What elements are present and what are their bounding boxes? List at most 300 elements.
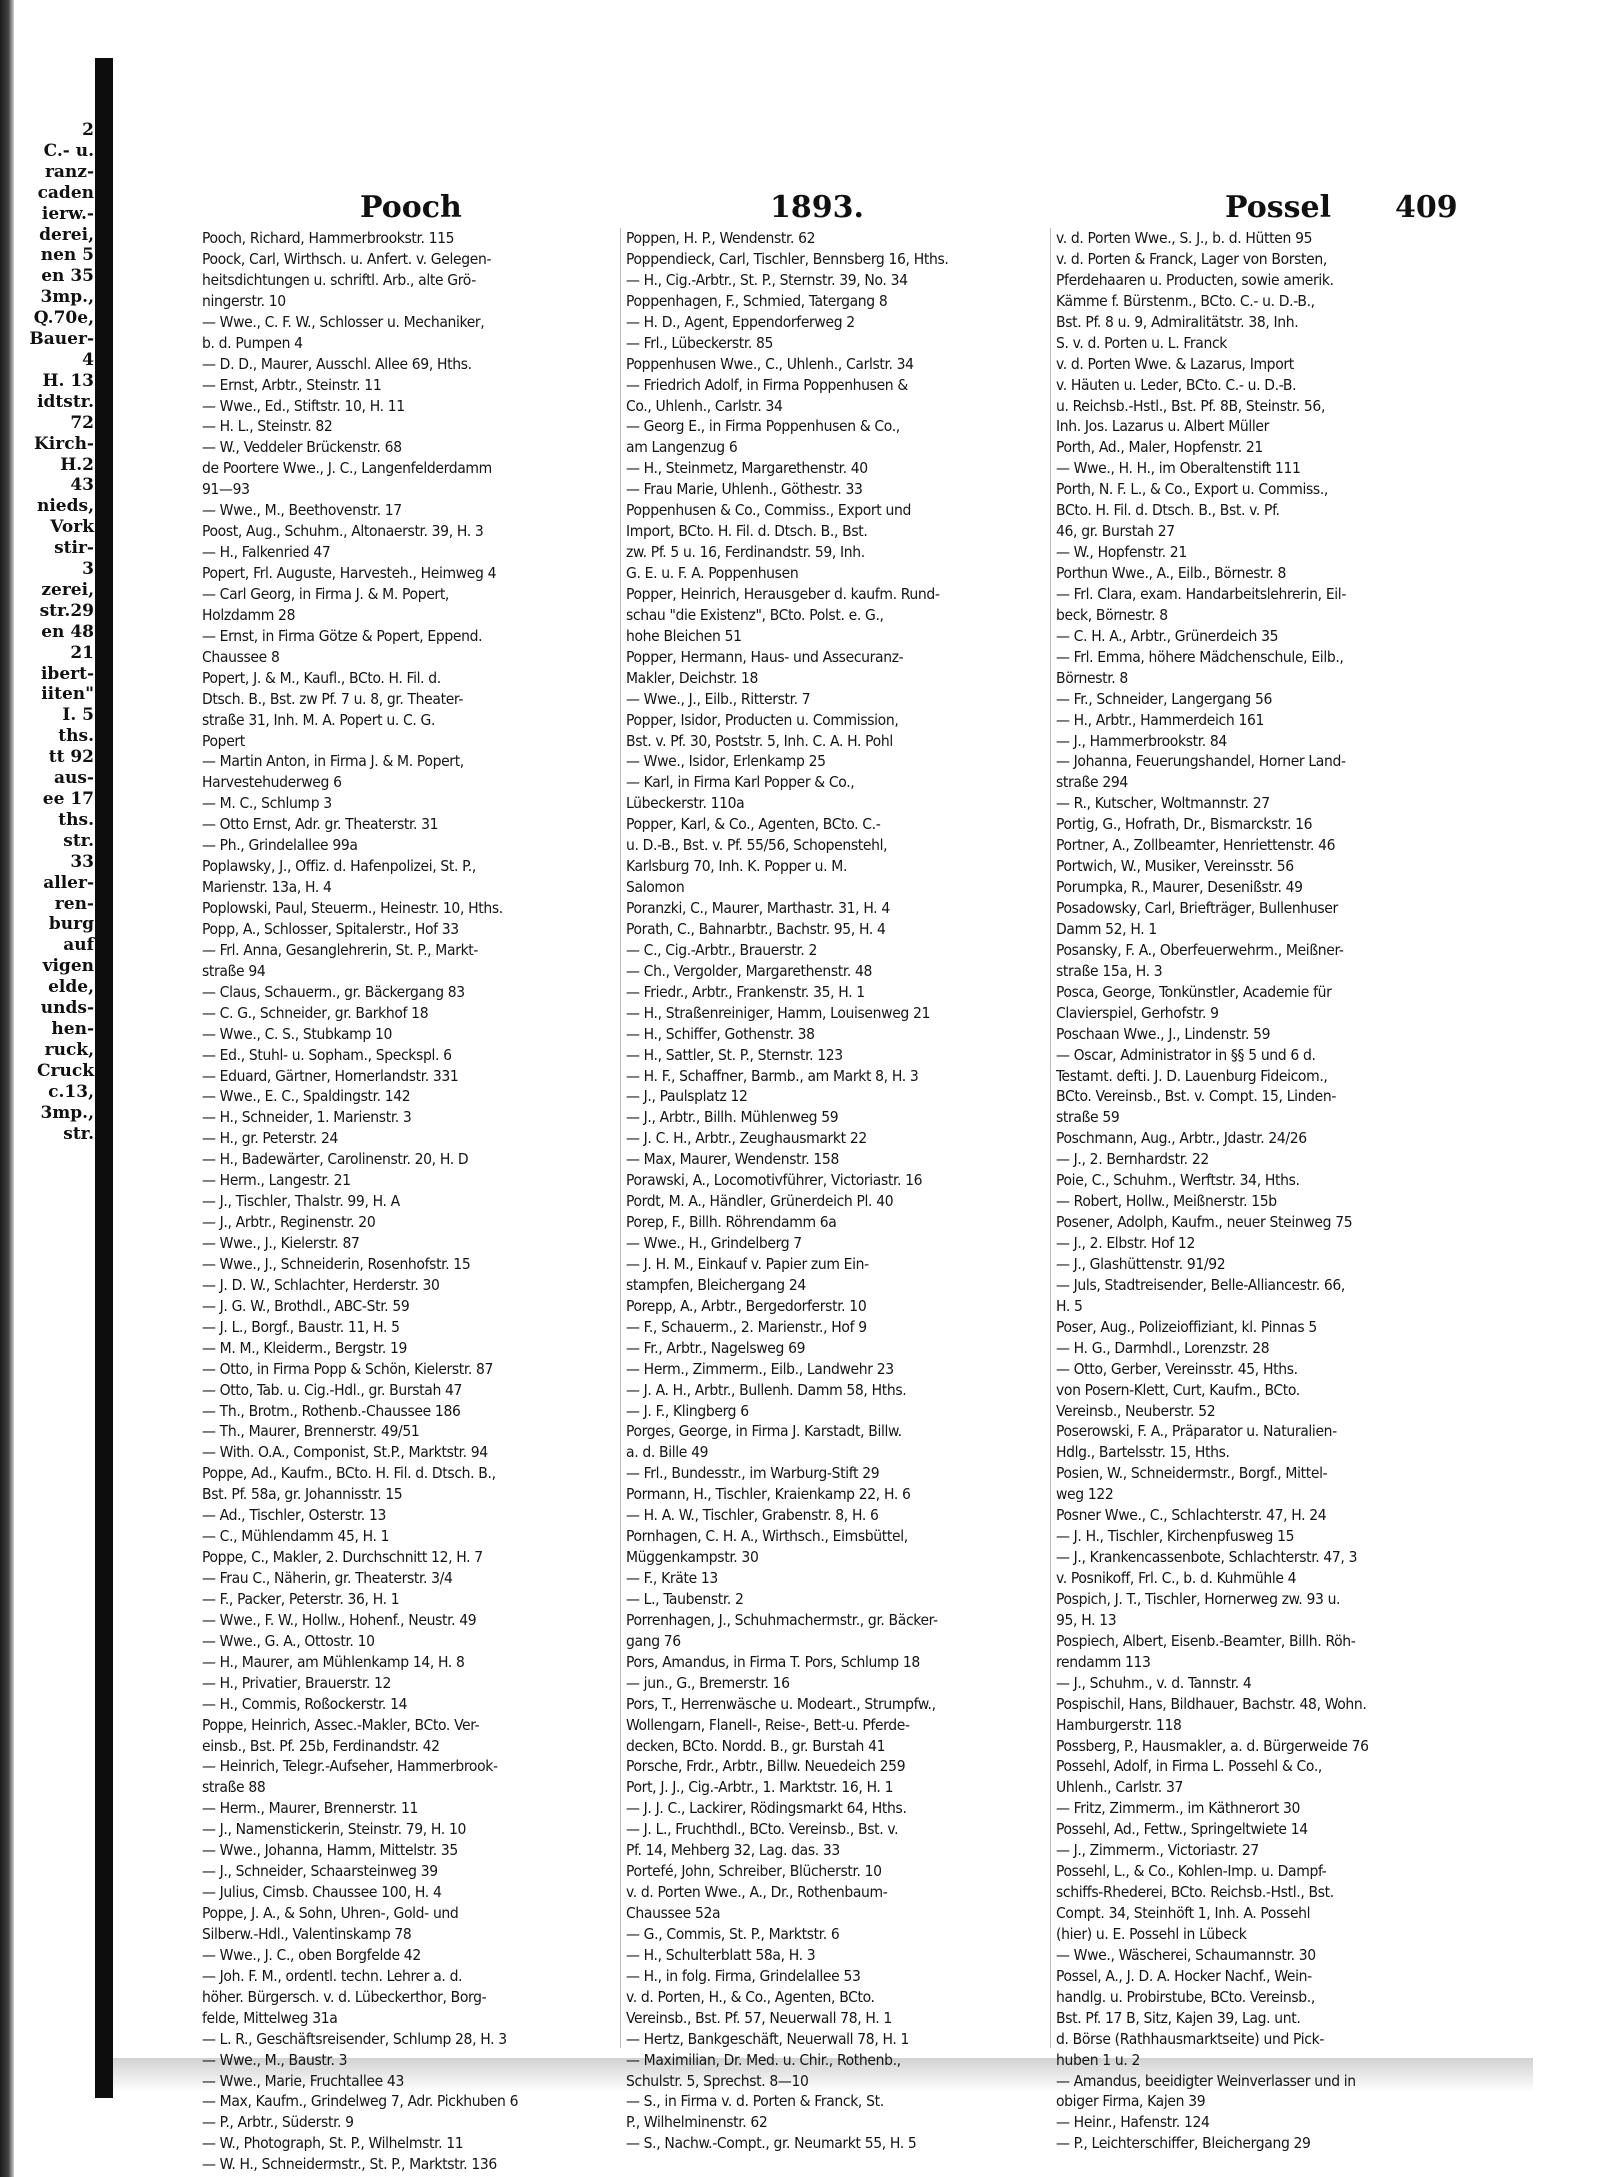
directory-column-1 — [202, 228, 617, 2174]
directory-entry-line: Poplowski, Paul, Steuerm., Heinestr. 10, Hths. — [202, 899, 503, 917]
directory-entry-line: — Frl., Bundesstr., im Warburg-Stift 29 — [626, 1464, 880, 1483]
fragment-line: ierw.- — [41, 203, 94, 224]
directory-entry-line: straße 294 — [1056, 773, 1128, 792]
fragment-line: Vork — [50, 517, 94, 538]
running-head-right: Possel — [1225, 190, 1332, 225]
directory-entry-line: Poppenhusen Wwe., C., Uhlenh., Carlstr. 34 — [626, 354, 914, 373]
directory-entry-line: Pormann, H., Tischler, Kraienkamp 22, H. 6 — [626, 1485, 911, 1504]
directory-entry-line: Poppe, Ad., Kaufm., BCto. H. Fil. d. Dtsch. B., — [202, 1464, 496, 1483]
directory-entry-line: v. d. Porten & Franck, Lager von Borsten, — [1056, 249, 1327, 268]
directory-entry-line: — Herm., Zimmerm., Eilb., Landwehr 23 — [626, 1359, 894, 1378]
directory-entry-line: — W. H., Schneidermstr., St. P., Marktstr. 136 — [202, 2155, 497, 2174]
directory-entry-line: Popert, J. & M., Kaufl., BCto. H. Fil. d. — [202, 668, 441, 687]
directory-entry-line: Pf. 14, Mehberg 32, Lag. das. 33 — [626, 1841, 840, 1860]
directory-entry-line: Popert — [202, 731, 245, 750]
directory-entry-line: — W., Photograph, St. P., Wilhelmstr. 11 — [202, 2134, 464, 2153]
directory-entry-line: — Fr., Schneider, Langergang 56 — [1056, 689, 1272, 708]
directory-entry-line: Pospich, J. T., Tischler, Hornerweg zw. 93 u. — [1056, 1589, 1341, 1608]
directory-entry-line: Porsche, Frdr., Arbtr., Billw. Neuedeich 259 — [626, 1757, 906, 1776]
directory-entry-line: — Otto Ernst, Adr. gr. Theaterstr. 31 — [202, 815, 439, 834]
directory-entry-line: Porath, C., Bahnarbtr., Bachstr. 95, H. 4 — [626, 919, 886, 938]
directory-entry-line: — Wwe., E. C., Spaldingstr. 142 — [202, 1087, 411, 1106]
directory-entry-line: Silberw.-Hdl., Valentinskamp 78 — [202, 1924, 412, 1943]
directory-entry-line: — F., Kräte 13 — [626, 1569, 718, 1587]
directory-entry-line: Porepp, A., Arbtr., Bergedorferstr. 10 — [626, 1296, 867, 1315]
directory-entry-line: Popp, A., Schlosser, Spitalerstr., Hof 33 — [202, 919, 459, 938]
directory-entry-line: — Wwe., J., Eilb., Ritterstr. 7 — [626, 689, 811, 708]
fragment-line: auf — [63, 935, 94, 956]
directory-entry-line: Poppenhagen, F., Schmied, Tatergang 8 — [626, 291, 888, 310]
fragment-line: ths. — [58, 726, 94, 747]
directory-entry-line: — J. L., Borgf., Baustr. 11, H. 5 — [202, 1317, 400, 1336]
directory-entry-line: Possberg, P., Hausmakler, a. d. Bürgerweide 76 — [1056, 1736, 1369, 1755]
directory-entry-line: Porth, N. F. L., & Co., Export u. Commiss., — [1056, 480, 1328, 499]
directory-entry-line: Posien, W., Schneidermstr., Borgf., Mittel- — [1056, 1464, 1328, 1483]
fragment-line: 3mp., — [40, 1102, 94, 1123]
directory-entry-line: — Ernst, in Firma Götze & Popert, Eppend. — [202, 626, 483, 645]
directory-entry-line: — S., in Firma v. d. Porten & Franck, St. — [626, 2092, 884, 2111]
directory-entry-line: Poie, C., Schuhm., Werftstr. 34, Hths. — [1056, 1171, 1300, 1190]
directory-entry-line: Import, BCto. H. Fil. d. Dtsch. B., Bst. — [626, 522, 868, 541]
directory-entry-line: Posadowsky, Carl, Briefträger, Bullenhuser — [1056, 899, 1338, 917]
directory-entry-line: Porawski, A., Locomotivführer, Victoriastr. 16 — [626, 1171, 923, 1190]
directory-entry-line: — H., Privatier, Brauerstr. 12 — [202, 1673, 392, 1692]
directory-entry-line: — H., gr. Peterstr. 24 — [202, 1129, 339, 1148]
directory-entry-line: Possehl, Ad., Fettw., Springeltwiete 14 — [1056, 1820, 1308, 1839]
directory-entry-line: Bst. v. Pf. 30, Poststr. 5, Inh. C. A. H. Pohl — [626, 731, 893, 750]
directory-entry-line: am Langenzug 6 — [626, 438, 738, 457]
directory-entry-line: v. d. Porten Wwe., S. J., b. d. Hütten 95 — [1056, 229, 1313, 247]
directory-entry-line: — C. H. A., Arbtr., Grünerdeich 35 — [1056, 626, 1279, 645]
directory-entry-line: 95, H. 13 — [1056, 1610, 1117, 1629]
directory-entry-line: — Th., Maurer, Brennerstr. 49/51 — [202, 1422, 420, 1441]
directory-entry-line: — Wwe., Marie, Fruchtallee 43 — [202, 2071, 404, 2090]
directory-entry-line: — J., Tischler, Thalstr. 99, H. A — [202, 1192, 400, 1211]
directory-entry-line: — L. R., Geschäftsreisender, Schlump 28, H. 3 — [202, 2029, 507, 2048]
directory-entry-line: Porth, Ad., Maler, Hopfenstr. 21 — [1056, 438, 1263, 457]
fragment-line: H.2 — [60, 454, 94, 475]
directory-entry-line: — Fritz, Zimmerm., im Käthnerort 30 — [1056, 1799, 1301, 1818]
directory-entry-line: — J., Namenstickerin, Steinstr. 79, H. 10 — [202, 1820, 466, 1839]
directory-entry-line: de Poortere Wwe., J. C., Langenfelderdamm — [202, 459, 492, 478]
directory-entry-line: Poser, Aug., Polizeioffiziant, kl. Pinnas 5 — [1056, 1317, 1317, 1336]
directory-entry-line: felde, Mittelweg 31a — [202, 2008, 338, 2027]
fragment-line: nieds, — [36, 496, 94, 517]
directory-entry-line: v. d. Porten Wwe., A., Dr., Rothenbaum- — [626, 1883, 888, 1902]
directory-entry-line: — Herm., Maurer, Brennerstr. 11 — [202, 1799, 419, 1818]
column-divider — [620, 228, 621, 2048]
directory-entry-line: — H., Badewärter, Carolinenstr. 20, H. D — [202, 1150, 469, 1169]
directory-entry-line: stampfen, Bleichergang 24 — [626, 1275, 806, 1294]
fragment-line: zerei, — [41, 579, 94, 600]
directory-entry-line: — H. F., Schaffner, Barmb., am Markt 8, H. 3 — [626, 1066, 919, 1085]
fragment-line: ren- — [54, 893, 94, 914]
directory-entry-line: — Ed., Stuhl- u. Sopham., Speckspl. 6 — [202, 1045, 452, 1064]
directory-entry-line: — Robert, Hollw., Meißnerstr. 15b — [1056, 1192, 1277, 1211]
directory-entry-line: — Friedr., Arbtr., Frankenstr. 35, H. 1 — [626, 982, 865, 1001]
directory-entry-line: — With. O.A., Componist, St.P., Marktstr. 94 — [202, 1443, 488, 1462]
directory-entry-line: — Wwe., H. H., im Oberaltenstift 111 — [1056, 459, 1301, 478]
directory-entry-line: Portefé, John, Schreiber, Blücherstr. 10 — [626, 1862, 882, 1881]
directory-entry-line: Makler, Deichstr. 18 — [626, 668, 759, 687]
directory-entry-line: — H. D., Agent, Eppendorferweg 2 — [626, 312, 855, 331]
directory-entry-line: u. Reichsb.-Hstl., Bst. Pf. 8B, Steinstr. 56, — [1056, 396, 1326, 415]
directory-entry-line: — C., Cig.-Arbtr., Brauerstr. 2 — [626, 940, 818, 959]
directory-entry-line: Damm 52, H. 1 — [1056, 919, 1157, 938]
directory-entry-line: v. d. Porten Wwe. & Lazarus, Import — [1056, 354, 1294, 373]
directory-entry-line: Porrenhagen, J., Schuhmachermstr., gr. Bäcker- — [626, 1610, 938, 1629]
directory-entry-line: — H., Cig.-Arbtr., St. P., Sternstr. 39, No. 34 — [626, 270, 908, 289]
directory-entry-line: Poserowski, F. A., Präparator u. Naturalien- — [1056, 1422, 1337, 1441]
directory-entry-line: Poost, Aug., Schuhm., Altonaerstr. 39, H. 3 — [202, 522, 484, 541]
directory-entry-line: Bst. Pf. 17 B, Sitz, Kajen 39, Lag. unt. — [1056, 2008, 1301, 2027]
directory-entry-line: Vereinsb., Bst. Pf. 57, Neuerwall 78, H. 1 — [626, 2008, 892, 2027]
fragment-line: 3mp., — [40, 287, 94, 308]
directory-entry-line: — Otto, Gerber, Vereinsstr. 45, Hths. — [1056, 1359, 1298, 1378]
directory-entry-line: Müggenkampstr. 30 — [626, 1548, 759, 1567]
directory-entry-line: Popper, Heinrich, Herausgeber d. kaufm. Rund- — [626, 584, 940, 603]
directory-entry-line: — R., Kutscher, Woltmannstr. 27 — [1056, 794, 1270, 813]
directory-entry-line: Testamt. defti. J. D. Lauenburg Fideicom., — [1056, 1066, 1328, 1085]
directory-entry-line: Pors, T., Herrenwäsche u. Modeart., Strumpfw., — [626, 1694, 936, 1713]
page-number: 409 — [1395, 190, 1458, 225]
directory-entry-line: Portner, A., Zollbeamter, Henriettenstr. 46 — [1056, 836, 1336, 855]
directory-entry-line: Posener, Adolph, Kaufm., neuer Steinweg 75 — [1056, 1213, 1353, 1232]
directory-entry-line: Porep, F., Billh. Röhrendamm 6a — [626, 1213, 837, 1232]
directory-entry-line: hohe Bleichen 51 — [626, 626, 742, 645]
fragment-line: ranz- — [44, 161, 94, 182]
fragment-line: idtstr. — [37, 391, 94, 412]
running-head-year: 1893. — [770, 190, 864, 225]
directory-entry-line: — J. J. C., Lackirer, Rödingsmarkt 64, Hths. — [626, 1799, 907, 1818]
directory-entry-line: — J. L., Fruchthdl., BCto. Vereinsb., Bst. v. — [626, 1820, 899, 1839]
directory-entry-line: — J., Schuhm., v. d. Tannstr. 4 — [1056, 1673, 1252, 1692]
directory-entry-line: Poranzki, C., Maurer, Marthastr. 31, H. 4 — [626, 899, 890, 917]
directory-entry-line: — F., Packer, Peterstr. 36, H. 1 — [202, 1589, 400, 1608]
directory-entry-line: — Th., Brotm., Rothenb.-Chaussee 186 — [202, 1401, 461, 1420]
directory-entry-line: von Posern-Klett, Curt, Kaufm., BCto. — [1056, 1380, 1300, 1399]
directory-entry-line: — Friedrich Adolf, in Firma Poppenhusen & — [626, 375, 908, 394]
directory-entry-line: — H. A. W., Tischler, Grabenstr. 8, H. 6 — [626, 1506, 879, 1525]
directory-entry-line: — Hertz, Bankgeschäft, Neuerwall 78, H. 1 — [626, 2029, 910, 2048]
directory-entry-line: b. d. Pumpen 4 — [202, 333, 303, 352]
directory-entry-line: Poppe, C., Makler, 2. Durchschnitt 12, H. 7 — [202, 1548, 483, 1567]
directory-entry-line: d. Börse (Rathhausmarktseite) und Pick- — [1056, 2029, 1325, 2048]
fragment-line: str. — [63, 1123, 94, 1144]
directory-entry-line: — H., Sattler, St. P., Sternstr. 123 — [626, 1045, 843, 1064]
fragment-line: ths. — [58, 809, 94, 830]
directory-entry-line: Kämme f. Bürstenm., BCto. C.- u. D.-B., — [1056, 291, 1315, 310]
directory-entry-line: Portig, G., Hofrath, Dr., Bismarckstr. 16 — [1056, 815, 1313, 834]
directory-entry-line: — Claus, Schauerm., gr. Bäckergang 83 — [202, 982, 465, 1001]
fragment-line: 72 — [70, 412, 94, 433]
directory-entry-line: — W., Veddeler Brückenstr. 68 — [202, 438, 402, 457]
directory-entry-line: Hamburgerstr. 118 — [1056, 1715, 1182, 1734]
directory-entry-line: schiffs-Rhederei, BCto. Reichsb.-Hstl., Bst. — [1056, 1883, 1334, 1902]
left-page-fragment — [14, 120, 94, 2050]
directory-entry-line: Compt. 34, Steinhöft 1, Inh. A. Possehl — [1056, 1904, 1311, 1922]
directory-entry-line: H. 5 — [1056, 1296, 1083, 1315]
directory-entry-line: — Frl. Emma, höhere Mädchenschule, Eilb., — [1056, 647, 1344, 666]
directory-entry-line: — Oscar, Administrator in §§ 5 und 6 d. — [1056, 1045, 1316, 1064]
directory-entry-line: Poschmann, Aug., Arbtr., Jdastr. 24/26 — [1056, 1129, 1307, 1148]
fragment-line: derei, — [39, 224, 94, 245]
fragment-line: elde, — [48, 977, 94, 998]
fragment-line: en 48 — [41, 621, 94, 642]
directory-entry-line: — M. C., Schlump 3 — [202, 794, 332, 813]
directory-entry-line: — J., Krankencassenbote, Schlachterstr. 47, 3 — [1056, 1548, 1358, 1567]
directory-entry-line: Vereinsb., Neuberstr. 52 — [1056, 1401, 1216, 1420]
directory-entry-line: — J., Paulsplatz 12 — [626, 1087, 748, 1106]
directory-entry-line: — Eduard, Gärtner, Hornerlandstr. 331 — [202, 1066, 459, 1085]
directory-entry-line: — Ernst, Arbtr., Steinstr. 11 — [202, 375, 382, 394]
directory-entry-line: Pornhagen, C. H. A., Wirthsch., Eimsbüttel, — [626, 1527, 908, 1546]
directory-entry-line: Chaussee 8 — [202, 647, 280, 666]
directory-entry-line: Porges, George, in Firma J. Karstadt, Billw. — [626, 1422, 902, 1441]
directory-entry-line: a. d. Bille 49 — [626, 1443, 709, 1462]
directory-entry-line: Posca, George, Tonkünstler, Academie für — [1056, 982, 1332, 1001]
directory-entry-line: — Wwe., Isidor, Erlenkamp 25 — [626, 752, 826, 771]
directory-entry-line: Harvestehuderweg 6 — [202, 773, 342, 792]
directory-entry-line: — H., Arbtr., Hammerdeich 161 — [1056, 710, 1265, 729]
fragment-line: vigen — [42, 956, 94, 977]
directory-entry-line: Poppenhusen & Co., Commiss., Export und — [626, 501, 911, 520]
directory-entry-line: Lübeckerstr. 110a — [626, 794, 745, 813]
directory-entry-line: — G., Commis, St. P., Marktstr. 6 — [626, 1924, 840, 1943]
scan-edge — [0, 0, 14, 2177]
fragment-line: en 35 — [41, 266, 94, 287]
fragment-line: Cruck — [37, 1060, 94, 1081]
directory-entry-line: — J., Glashüttenstr. 91/92 — [1056, 1254, 1226, 1273]
directory-entry-line: Posansky, F. A., Oberfeuerwehrm., Meißner- — [1056, 940, 1344, 959]
directory-entry-line: — Ph., Grindelallee 99a — [202, 836, 358, 855]
directory-entry-line: — J. H., Tischler, Kirchenpfusweg 15 — [1056, 1527, 1295, 1546]
directory-entry-line: straße 88 — [202, 1778, 266, 1797]
directory-entry-line: — H., Falkenried 47 — [202, 543, 331, 562]
directory-entry-line: (hier) u. E. Possehl in Lübeck — [1056, 1924, 1247, 1943]
directory-entry-line: Uhlenh., Carlstr. 37 — [1056, 1778, 1183, 1797]
directory-entry-line: ningerstr. 10 — [202, 291, 286, 310]
directory-entry-line: v. Häuten u. Leder, BCto. C.- u. D.-B. — [1056, 375, 1297, 394]
fragment-line: ibert- — [40, 663, 94, 684]
directory-page — [190, 190, 1490, 2174]
fragment-line: 33 — [70, 851, 94, 872]
directory-entry-line: — H., Straßenreiniger, Hamm, Louisenweg 21 — [626, 1003, 931, 1022]
directory-entry-line: straße 15a, H. 3 — [1056, 961, 1163, 980]
directory-entry-line: Popper, Karl, & Co., Agenten, BCto. C.- — [626, 815, 881, 834]
fragment-line: nen 5 — [40, 245, 94, 266]
fragment-line: str. — [63, 830, 94, 851]
directory-entry-line: Poock, Carl, Wirthsch. u. Anfert. v. Gelegen- — [202, 249, 492, 268]
directory-entry-line: Poschaan Wwe., J., Lindenstr. 59 — [1056, 1024, 1271, 1043]
directory-entry-line: — P., Leichterschiffer, Bleichergang 29 — [1056, 2134, 1311, 2153]
directory-entry-line: Inh. Jos. Lazarus u. Albert Müller — [1056, 417, 1270, 436]
directory-entry-line: Pospiech, Albert, Eisenb.-Beamter, Billh. Röh- — [1056, 1631, 1356, 1650]
directory-entry-line: — J., Arbtr., Billh. Mühlenweg 59 — [626, 1108, 839, 1127]
fragment-line: H. 13 — [42, 370, 94, 391]
directory-entry-line: — C. G., Schneider, gr. Barkhof 18 — [202, 1003, 429, 1022]
directory-entry-line: — Otto, in Firma Popp & Schön, Kielerstr. 87 — [202, 1359, 494, 1378]
directory-entry-line: — Carl Georg, in Firma J. & M. Popert, — [202, 584, 450, 603]
directory-entry-line: P., Wilhelminenstr. 62 — [626, 2113, 768, 2132]
directory-entry-line: G. E. u. F. A. Poppenhusen — [626, 564, 799, 582]
directory-entry-line: decken, BCto. Nordd. B., gr. Burstah 41 — [626, 1736, 886, 1755]
fragment-line: 4 — [82, 349, 94, 370]
directory-entry-line: Bst. Pf. 58a, gr. Johannisstr. 15 — [202, 1485, 403, 1504]
directory-entry-line: Pors, Amandus, in Firma T. Pors, Schlump 18 — [626, 1652, 920, 1671]
directory-entry-line: Wollengarn, Flanell-, Reise-, Bett-u. Pferde- — [626, 1715, 910, 1734]
directory-entry-line: — H. L., Steinstr. 82 — [202, 417, 333, 436]
directory-entry-line: Marienstr. 13a, H. 4 — [202, 878, 332, 897]
directory-entry-line: Port, J. J., Cig.-Arbtr., 1. Marktstr. 16, H. 1 — [626, 1778, 894, 1797]
fragment-line: aus- — [53, 768, 94, 789]
directory-entry-line: — Ch., Vergolder, Margarethenstr. 48 — [626, 961, 873, 980]
directory-entry-line: — Joh. F. M., ordentl. techn. Lehrer a. d. — [202, 1966, 463, 1985]
directory-entry-line: — H., Steinmetz, Margarethenstr. 40 — [626, 459, 868, 478]
directory-entry-line: weg 122 — [1056, 1485, 1114, 1504]
directory-entry-line: — Martin Anton, in Firma J. & M. Popert, — [202, 752, 464, 771]
directory-entry-line: Possehl, L., & Co., Kohlen-Imp. u. Dampf- — [1056, 1862, 1327, 1881]
directory-entry-line: Popper, Hermann, Haus- und Assecuranz- — [626, 647, 904, 666]
directory-entry-line: — Max, Maurer, Wendenstr. 158 — [626, 1150, 839, 1169]
directory-entry-line: Poppendieck, Carl, Tischler, Bennsberg 16, Hths. — [626, 249, 949, 268]
directory-entry-line: Bst. Pf. 8 u. 9, Admiralitätstr. 38, Inh. — [1056, 312, 1299, 331]
directory-entry-line: BCto. H. Fil. d. Dtsch. B., Bst. v. Pf. — [1056, 501, 1280, 520]
directory-entry-line: — Frl. Clara, exam. Handarbeitslehrerin, Eil- — [1056, 584, 1347, 603]
directory-column-3 — [1056, 228, 1481, 2153]
directory-entry-line: — J., Hammerbrookstr. 84 — [1056, 731, 1227, 750]
directory-entry-line: — F., Schauerm., 2. Marienstr., Hof 9 — [626, 1317, 867, 1336]
directory-entry-line: — Fr., Arbtr., Nagelsweg 69 — [626, 1338, 806, 1357]
directory-entry-line: Pordt, M. A., Händler, Grünerdeich Pl. 40 — [626, 1192, 894, 1211]
directory-column-2 — [626, 228, 1044, 2153]
fragment-line: 43 — [70, 475, 94, 496]
fragment-line: 2 — [82, 120, 94, 140]
directory-entry-line: — H., Schneider, 1. Marienstr. 3 — [202, 1108, 412, 1127]
directory-entry-line: Holzdamm 28 — [202, 605, 296, 624]
directory-entry-line: — M. M., Kleiderm., Bergstr. 19 — [202, 1338, 408, 1357]
directory-entry-line: schau "die Existenz", BCto. Polst. e. G., — [626, 605, 884, 624]
fragment-line: tt 92 — [48, 747, 94, 768]
directory-entry-line: — Wwe., C. S., Stubkamp 10 — [202, 1024, 393, 1043]
directory-entry-line: — Georg E., in Firma Poppenhusen & Co., — [626, 417, 900, 436]
directory-entry-line: — J., 2. Elbstr. Hof 12 — [1056, 1234, 1195, 1252]
fragment-line: 21 — [70, 642, 94, 663]
directory-entry-line: Chaussee 52a — [626, 1904, 721, 1922]
directory-entry-line: — Amandus, beeidigter Weinverlasser und in — [1056, 2071, 1356, 2090]
directory-entry-line: straße 31, Inh. M. A. Popert u. C. G. — [202, 710, 436, 729]
fragment-line: iiten" — [41, 684, 94, 705]
directory-entry-line: u. D.-B., Bst. v. Pf. 55/56, Schopenstehl, — [626, 836, 888, 855]
book-binding — [95, 58, 113, 2098]
directory-entry-line: Co., Uhlenh., Carlstr. 34 — [626, 396, 783, 415]
directory-entry-line: — J., Arbtr., Reginenstr. 20 — [202, 1213, 376, 1232]
directory-entry-line: — J. C. H., Arbtr., Zeughausmarkt 22 — [626, 1129, 867, 1148]
directory-entry-line: Poppe, Heinrich, Assec.-Makler, BCto. Ver- — [202, 1715, 480, 1734]
column-divider — [1050, 228, 1051, 2048]
directory-entry-line: — Wwe., F. W., Hollw., Hohenf., Neustr. 49 — [202, 1610, 477, 1629]
directory-entry-line: — Wwe., M., Beethovenstr. 17 — [202, 501, 402, 520]
directory-entry-line: — Frau Marie, Uhlenh., Göthestr. 33 — [626, 480, 863, 499]
directory-entry-line: — H., Schulterblatt 58a, H. 3 — [626, 1945, 816, 1964]
fragment-line: 3 — [82, 559, 94, 580]
directory-entry-line: — jun., G., Bremerstr. 16 — [626, 1673, 790, 1692]
directory-entry-line: Porumpka, R., Maurer, Desenißstr. 49 — [1056, 878, 1303, 897]
directory-entry-line: — Heinrich, Telegr.-Aufseher, Hammerbrook- — [202, 1757, 498, 1776]
fragment-line: hen- — [51, 1018, 94, 1039]
fragment-line: Kirch- — [34, 433, 94, 454]
directory-entry-line: — J., Zimmerm., Victoriastr. 27 — [1056, 1841, 1259, 1860]
directory-entry-line: — Juls, Stadtreisender, Belle-Alliancestr. 66, — [1056, 1275, 1345, 1294]
fragment-line: I. 5 — [62, 705, 94, 726]
directory-entry-line: Poppen, H. P., Wendenstr. 62 — [626, 229, 816, 247]
directory-entry-line: — Herm., Langestr. 21 — [202, 1171, 351, 1190]
directory-entry-line: — J., 2. Bernhardstr. 22 — [1056, 1150, 1209, 1169]
directory-entry-line: Popper, Isidor, Producten u. Commission, — [626, 710, 899, 729]
directory-entry-line: — Wwe., J., Kielerstr. 87 — [202, 1234, 360, 1252]
directory-entry-line: gang 76 — [626, 1631, 681, 1650]
directory-entry-line: handlg. u. Probirstube, BCto. Vereinsb., — [1056, 1987, 1315, 2006]
fragment-line: Q.70e, — [33, 308, 94, 329]
fragment-line: C.- u. — [43, 140, 94, 161]
directory-entry-line: — Otto, Tab. u. Cig.-Hdl., gr. Burstah 47 — [202, 1380, 463, 1399]
directory-entry-line: zw. Pf. 5 u. 16, Ferdinandstr. 59, Inh. — [626, 543, 865, 562]
directory-entry-line: Possehl, Adolf, in Firma L. Possehl & Co., — [1056, 1757, 1322, 1776]
directory-entry-line: Pferdehaaren u. Producten, sowie amerik. — [1056, 270, 1334, 289]
directory-entry-line: obiger Firma, Kajen 39 — [1056, 2092, 1206, 2111]
fragment-line: ruck, — [44, 1039, 94, 1060]
directory-entry-line: Possel, A., J. D. A. Hocker Nachf., Wein- — [1056, 1966, 1312, 1985]
directory-entry-line: Clavierspiel, Gerhofstr. 9 — [1056, 1003, 1219, 1022]
directory-entry-line: — J. H. M., Einkauf v. Papier zum Ein- — [626, 1254, 869, 1273]
directory-entry-line: Hdlg., Bartelsstr. 15, Hths. — [1056, 1443, 1230, 1462]
directory-entry-line: Schulstr. 5, Sprechst. 8—10 — [626, 2071, 809, 2090]
directory-entry-line: Posner Wwe., C., Schlachterstr. 47, H. 24 — [1056, 1506, 1327, 1525]
directory-entry-line: — Wwe., Ed., Stiftstr. 10, H. 11 — [202, 396, 405, 415]
directory-entry-line: Karlsburg 70, Inh. K. Popper u. M. — [626, 857, 848, 876]
fragment-line: burg — [48, 914, 94, 935]
directory-entry-line: — Wwe., G. A., Ottostr. 10 — [202, 1631, 375, 1650]
directory-entry-line: — Wwe., Wäscherei, Schaumannstr. 30 — [1056, 1945, 1316, 1964]
directory-entry-line: Pooch, Richard, Hammerbrookstr. 115 — [202, 229, 455, 247]
directory-entry-line: — J. F., Klingberg 6 — [626, 1401, 749, 1420]
directory-entry-line: — S., Nachw.-Compt., gr. Neumarkt 55, H. 5 — [626, 2134, 917, 2153]
fragment-line: ee 17 — [42, 789, 94, 809]
directory-entry-line: straße 94 — [202, 961, 266, 980]
directory-entry-line: — J. D. W., Schlachter, Herderstr. 30 — [202, 1275, 440, 1294]
directory-entry-line: beck, Börnestr. 8 — [1056, 605, 1168, 624]
directory-entry-line: — Julius, Cimsb. Chaussee 100, H. 4 — [202, 1883, 442, 1902]
directory-entry-line: Poppe, J. A., & Sohn, Uhren-, Gold- und — [202, 1904, 459, 1922]
directory-entry-line: — P., Arbtr., Süderstr. 9 — [202, 2113, 354, 2132]
directory-entry-line: Porthun Wwe., A., Eilb., Börnestr. 8 — [1056, 564, 1286, 582]
directory-entry-line: — Frau C., Näherin, gr. Theaterstr. 3/4 — [202, 1569, 453, 1587]
directory-entry-line: v. d. Porten, H., & Co., Agenten, BCto. — [626, 1987, 875, 2006]
directory-entry-line: — D. D., Maurer, Ausschl. Allee 69, Hths. — [202, 354, 472, 373]
fragment-line: caden — [37, 182, 94, 203]
directory-entry-line: Portwich, W., Musiker, Vereinsstr. 56 — [1056, 857, 1294, 876]
directory-entry-line: — J., Schneider, Schaarsteinweg 39 — [202, 1862, 438, 1881]
directory-entry-line: — W., Hopfenstr. 21 — [1056, 543, 1187, 562]
directory-entry-line: — Karl, in Firma Karl Popper & Co., — [626, 773, 855, 792]
directory-entry-line: — C., Mühlendamm 45, H. 1 — [202, 1527, 390, 1546]
running-head-left: Pooch — [360, 190, 462, 225]
directory-entry-line: BCto. Vereinsb., Bst. v. Compt. 15, Linden- — [1056, 1087, 1337, 1106]
directory-entry-line: Salomon — [626, 878, 685, 897]
directory-entry-line: — Wwe., C. F. W., Schlosser u. Mechaniker, — [202, 312, 485, 331]
fragment-line: aller- — [43, 872, 94, 893]
directory-entry-line: — Wwe., H., Grindelberg 7 — [626, 1234, 802, 1252]
